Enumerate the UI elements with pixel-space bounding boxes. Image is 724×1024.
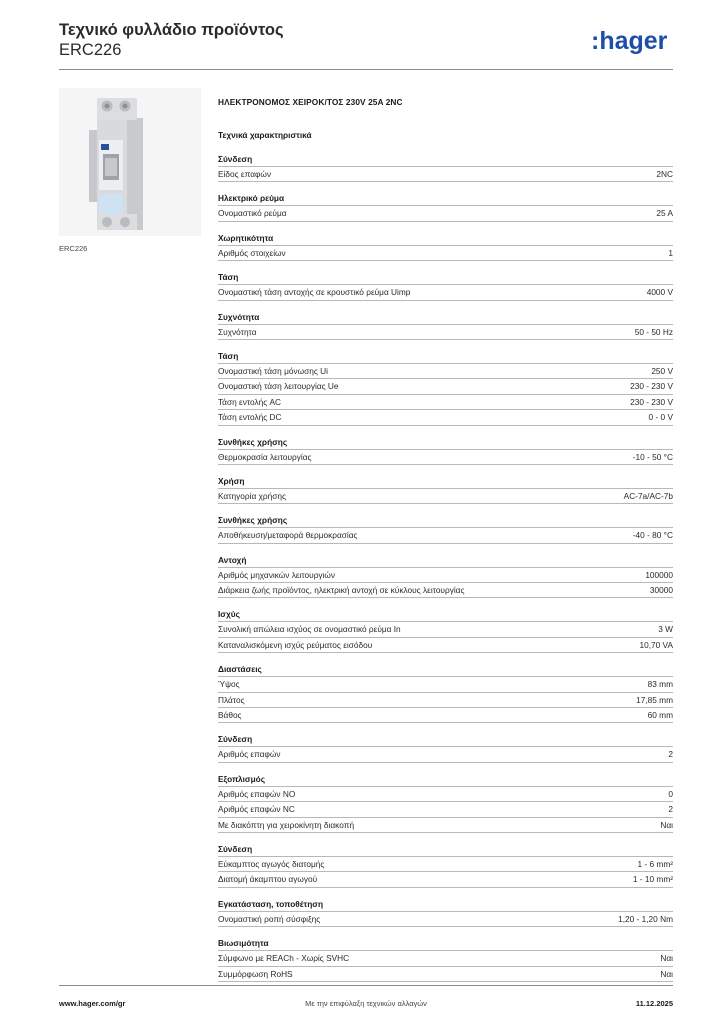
spec-value: 100000 — [645, 569, 673, 580]
spec-row — [218, 951, 673, 966]
spec-row — [218, 857, 673, 872]
footer-note: Με την επιφύλαξη τεχνικών αλλαγών — [305, 999, 427, 1008]
spec-section — [218, 843, 673, 888]
spec-row — [218, 802, 673, 817]
product-photo — [59, 88, 201, 236]
spec-row — [218, 708, 673, 723]
spec-label: Βάθος — [218, 710, 242, 721]
spec-value: 3 W — [658, 624, 673, 635]
header-divider — [59, 69, 673, 70]
spec-value: 1 — [668, 247, 673, 258]
spec-row — [218, 967, 673, 982]
spec-section — [218, 271, 673, 300]
spec-row — [218, 246, 673, 261]
spec-row — [218, 787, 673, 802]
spec-row — [218, 206, 673, 221]
spec-label: Συνολική απώλεια ισχύος σε ονομαστικό ρεύμα In — [218, 624, 401, 635]
spec-label: Ονομαστική τάση λειτουργίας Ue — [218, 381, 339, 392]
spec-value: 1 - 10 mm² — [632, 874, 673, 885]
spec-row — [218, 364, 673, 379]
page-header — [59, 20, 284, 60]
section-title: Ηλεκτρικό ρεύμα — [218, 192, 673, 206]
spec-value: 2 — [668, 804, 673, 815]
section-title: Εγκατάσταση, τοποθέτηση — [218, 898, 673, 912]
document-title: Τεχνικό φυλλάδιο προϊόντος — [59, 21, 284, 39]
spec-label: Θερμοκρασία λειτουργίας — [218, 451, 312, 462]
section-title: Σύνδεση — [218, 843, 673, 857]
spec-sections — [218, 153, 673, 982]
spec-section — [218, 554, 673, 599]
spec-value: Ναι — [660, 968, 673, 979]
spec-value: 1,20 - 1,20 Nm — [618, 913, 673, 924]
spec-label: Καταναλισκόμενη ισχύς ρεύματος εισόδου — [218, 639, 373, 650]
footer-date: 11.12.2025 — [635, 999, 673, 1008]
spec-row — [218, 693, 673, 708]
spec-value: 230 - 230 V — [630, 381, 673, 392]
spec-value: 1 - 6 mm² — [637, 858, 673, 869]
spec-label: Ονομαστική τάση μόνωσης Ui — [218, 365, 328, 376]
spec-label: Εύκαμπτος αγωγός διατομής — [218, 858, 325, 869]
spec-row — [218, 747, 673, 762]
spec-row — [218, 528, 673, 543]
spec-label: Τάση εντολής DC — [218, 412, 282, 423]
spec-label: Συχνότητα — [218, 326, 257, 337]
spec-value: 2 — [668, 749, 673, 760]
spec-row — [218, 450, 673, 465]
section-title: Χρήση — [218, 475, 673, 489]
section-title: Ισχύς — [218, 608, 673, 622]
spec-value: Ναι — [660, 953, 673, 964]
technical-characteristics-heading: Τεχνικά χαρακτηριστικά — [218, 130, 312, 140]
section-title: Εξοπλισμός — [218, 773, 673, 787]
spec-section — [218, 773, 673, 833]
section-title: Τάση — [218, 271, 673, 285]
spec-label: Συμμόρφωση RoHS — [218, 968, 293, 979]
spec-row — [218, 325, 673, 340]
spec-label: Αριθμός επαφών NO — [218, 788, 296, 799]
section-title: Χωρητικότητα — [218, 232, 673, 246]
spec-label: Ονομαστική ροπή σύσφιξης — [218, 913, 321, 924]
spec-row — [218, 912, 673, 927]
spec-row — [218, 872, 673, 887]
spec-row — [218, 677, 673, 692]
spec-value: 60 mm — [647, 710, 673, 721]
spec-label: Ονομαστική τάση αντοχής σε κρουστικό ρεύμα Uimp — [218, 287, 411, 298]
spec-label: Αριθμός επαφών — [218, 749, 281, 760]
spec-value: 25 A — [656, 208, 673, 219]
spec-value: 30000 — [649, 585, 673, 596]
spec-section — [218, 663, 673, 723]
spec-row — [218, 395, 673, 410]
section-title: Σύνδεση — [218, 733, 673, 747]
spec-label: Αποθήκευση/μεταφορά θερμοκρασίας — [218, 530, 358, 541]
spec-value: AC-7a/AC-7b — [623, 490, 673, 501]
spec-label: Διάρκεια ζωής προϊόντος, ηλεκτρική αντοχή σε κύκλους λειτουργίας — [218, 585, 465, 596]
spec-label: Αριθμός επαφών NC — [218, 804, 295, 815]
spec-section — [218, 898, 673, 927]
spec-section — [218, 232, 673, 261]
spec-value: 250 V — [651, 365, 673, 376]
spec-section — [218, 937, 673, 982]
section-title: Βιωσιμότητα — [218, 937, 673, 951]
footer-url[interactable]: www.hager.com/gr — [59, 999, 126, 1008]
spec-label: Είδος επαφών — [218, 169, 272, 179]
spec-value: 17,85 mm — [636, 694, 673, 705]
spec-section — [218, 436, 673, 465]
section-title: Συνθήκες χρήσης — [218, 514, 673, 528]
spec-section — [218, 475, 673, 504]
spec-value: 0 — [668, 788, 673, 799]
section-title: Τάση — [218, 350, 673, 364]
spec-section — [218, 350, 673, 426]
hager-logo — [591, 25, 673, 55]
spec-label: Αριθμός μηχανικών λειτουργιών — [218, 569, 336, 580]
spec-label: Διατομή άκαμπτου αγωγού — [218, 874, 318, 885]
spec-row — [218, 568, 673, 583]
spec-label: Με διακόπτη για χειροκίνητη διακοπή — [218, 819, 355, 830]
footer-divider — [59, 985, 673, 986]
spec-row — [218, 583, 673, 598]
spec-row — [218, 818, 673, 833]
spec-value: 0 - 0 V — [648, 412, 673, 423]
spec-row — [218, 285, 673, 300]
spec-section — [218, 311, 673, 340]
hager-logo-text: :hager — [591, 27, 668, 55]
spec-value: 10,70 VA — [639, 639, 673, 650]
spec-value: Ναι — [660, 819, 673, 830]
spec-section — [218, 192, 673, 221]
spec-row — [218, 489, 673, 504]
spec-label: Αριθμός στοιχείων — [218, 247, 286, 258]
spec-row — [218, 167, 673, 182]
section-title: Αντοχή — [218, 554, 673, 568]
spec-value: 4000 V — [646, 287, 673, 298]
spec-label: Σύμφωνο με REACh - Χωρίς SVHC — [218, 953, 350, 964]
spec-value: -10 - 50 °C — [632, 451, 673, 462]
spec-row — [218, 410, 673, 425]
spec-section — [218, 514, 673, 543]
section-title: Σύνδεση — [218, 153, 673, 167]
product-title: ΗΛΕΚΤΡΟΝΟΜΟΣ ΧΕΙΡΟΚ/ΤΟΣ 230V 25A 2NC — [218, 97, 403, 107]
spec-content — [218, 96, 673, 992]
spec-value: 230 - 230 V — [630, 396, 673, 407]
section-title: Διαστάσεις — [218, 663, 673, 677]
spec-row — [218, 379, 673, 394]
product-code: ERC226 — [59, 41, 122, 59]
spec-row — [218, 622, 673, 637]
photo-caption: ERC226 — [59, 244, 88, 253]
section-title: Συχνότητα — [218, 311, 673, 325]
spec-section — [218, 608, 673, 653]
spec-label: Ονομαστικό ρεύμα — [218, 208, 287, 219]
spec-label: Τάση εντολής AC — [218, 396, 282, 407]
section-title: Συνθήκες χρήσης — [218, 436, 673, 450]
spec-label: Ύψος — [218, 679, 240, 690]
spec-value: 83 mm — [647, 679, 673, 690]
spec-value: 2NC — [656, 169, 673, 179]
spec-section — [218, 733, 673, 762]
spec-value: -40 - 80 °C — [632, 530, 673, 541]
spec-label: Κατηγορία χρήσης — [218, 490, 286, 501]
spec-label: Πλάτος — [218, 694, 245, 705]
spec-section — [218, 153, 673, 182]
spec-value: 50 - 50 Hz — [634, 326, 673, 337]
spec-row — [218, 638, 673, 653]
